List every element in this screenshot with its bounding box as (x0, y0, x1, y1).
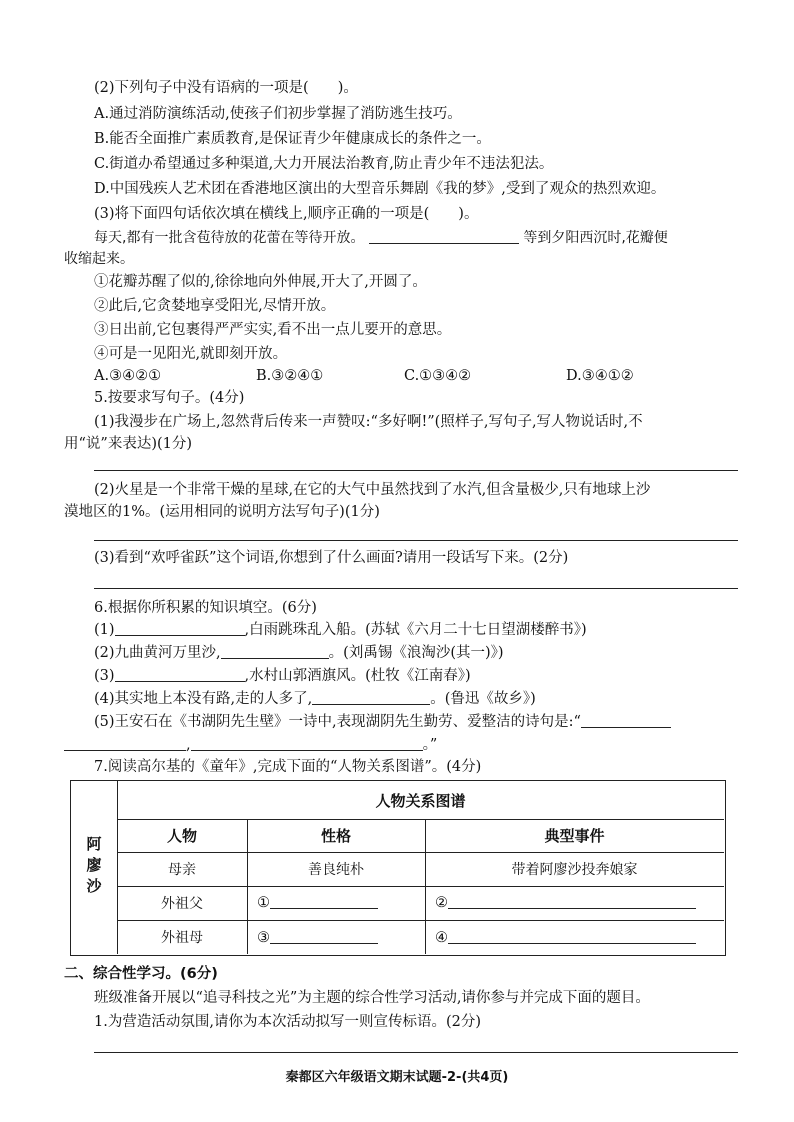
q6-2 (94, 643, 504, 663)
q4-3-passage-line2: 收缩起来。 (64, 251, 134, 267)
character-relationship-table (70, 780, 726, 956)
row3-trait-blank[interactable] (270, 929, 378, 944)
row2-trait-marker: ① (257, 895, 270, 911)
q5-title: 5.按要求写句子。(4分) (94, 390, 245, 406)
q4-3-option-b: B.③②④① (256, 368, 324, 384)
page-footer: 秦都区六年级语文期末试题-2-(共4页) (285, 1070, 509, 1085)
row3-trait-cell (257, 929, 417, 951)
q4-3-passage-line1 (94, 228, 668, 248)
section2-q1: 1.为营造活动氛围,请你为本次活动拟写一则宣传标语。(2分) (94, 1014, 481, 1030)
row3-person: 外祖母 (161, 930, 203, 946)
q4-3-option-c: C.①③④② (404, 368, 472, 384)
row2-person: 外祖父 (161, 896, 203, 912)
q6-3 (94, 666, 471, 686)
sentence-2: ②此后,它贪婪地享受阳光,尽情开放。 (94, 298, 336, 314)
q6-2-suffix: 。(刘禹锡《浪淘沙(其一)》) (328, 645, 504, 661)
row1-event: 带着阿廖沙投奔娘家 (511, 862, 638, 878)
q6-title: 6.根据你所积累的知识填空。(6分) (94, 600, 317, 616)
q5-2-line1: (2)火星是一个非常干燥的星球,在它的大气中虽然找到了水汽,但含量极少,只有地球上沙 (94, 482, 651, 498)
q4-2-option-d: D.中国残疾人艺术团在香港地区演出的大型音乐舞剧《我的梦》,受到了观众的热烈欢迎。 (94, 181, 666, 197)
q4-3-option-a: A.③④②① (94, 368, 162, 384)
q6-5-line2 (64, 735, 437, 755)
row1-person: 母亲 (168, 862, 196, 878)
q6-3-suffix: ,水村山郭酒旗风。(杜牧《江南春》) (244, 668, 471, 684)
q6-5-blank-b[interactable] (64, 736, 186, 751)
q6-1-suffix: ,白雨跳珠乱入船。(苏轼《六月二十七日望湖楼醉书》) (244, 622, 587, 638)
table-title: 人物关系图谱 (375, 791, 466, 810)
q5-2-answer-line[interactable] (94, 540, 738, 541)
q6-5-end: 。” (422, 737, 438, 753)
q6-5-prompt: (5)王安石在《书湖阴先生壁》一诗中,表现湖阴先生勤劳、爱整洁的诗句是:“ (94, 714, 581, 730)
row3-trait-marker: ③ (257, 930, 270, 946)
sentence-4: ④可是一见阳光,就即刻开放。 (94, 346, 288, 362)
q6-4 (94, 689, 536, 709)
q6-1-prefix: (1) (94, 622, 115, 638)
q6-4-blank[interactable] (312, 690, 430, 705)
q4-2-option-a: A.通过消防演练活动,使孩子们初步掌握了消防逃生技巧。 (94, 106, 462, 122)
section2-intro: 班级准备开展以“追寻科技之光”为主题的综合性学习活动,请你参与并完成下面的题目。 (94, 990, 650, 1006)
row3-event-marker: ④ (435, 930, 448, 946)
q4-2-option-b: B.能否全面推广素质教育,是保证青少年健康成长的条件之一。 (94, 131, 491, 147)
row2-trait-blank[interactable] (270, 894, 378, 909)
q6-3-prefix: (3) (94, 668, 115, 684)
q4-2-stem: (2)下列句子中没有语病的一项是( )。 (94, 80, 358, 96)
q6-2-prefix: (2)九曲黄河万里沙, (94, 645, 221, 661)
header-trait: 性格 (320, 827, 351, 845)
q6-5-blank-c[interactable] (191, 736, 423, 751)
q6-1 (94, 620, 587, 640)
q6-1-blank[interactable] (115, 621, 245, 636)
q6-4-prefix: (4)其实地上本没有路,走的人多了, (94, 691, 313, 707)
header-event: 典型事件 (544, 827, 605, 845)
q6-5-line1 (94, 712, 671, 732)
row2-event-marker: ② (435, 895, 448, 911)
table-side-label: 阿廖沙 (84, 836, 103, 899)
q4-3-option-d: D.③④①② (566, 368, 634, 384)
passage-after: 等到夕阳西沉时,花瓣便 (523, 230, 668, 246)
table-side-label-cell (71, 781, 117, 954)
q6-5-comma: , (186, 737, 191, 753)
row3-event-blank[interactable] (448, 929, 696, 944)
passage-blank[interactable] (369, 229, 519, 244)
passage-before: 每天,都有一批含苞待放的花蕾在等待开放。 (94, 230, 365, 246)
q5-3-answer-line[interactable] (94, 588, 738, 589)
q6-5-blank-a[interactable] (581, 713, 671, 728)
row3-event-cell (435, 929, 721, 951)
q6-3-blank[interactable] (115, 667, 245, 682)
q5-1-line2: 用“说”来表达)(1分) (64, 436, 193, 452)
q5-2-line2: 漠地区的1%。(运用相同的说明方法写句子)(1分) (64, 504, 380, 520)
q4-2-option-c: C.街道办希望通过多种渠道,大力开展法治教育,防止青少年不违法犯法。 (94, 156, 554, 172)
q6-4-suffix: 。(鲁迅《故乡》) (430, 691, 536, 707)
row1-trait: 善良纯朴 (308, 862, 364, 878)
q4-3-stem: (3)将下面四句话依次填在横线上,顺序正确的一项是( )。 (94, 206, 479, 222)
row2-trait-cell (257, 894, 417, 916)
q5-1-answer-line[interactable] (94, 470, 738, 471)
header-person: 人物 (166, 827, 197, 845)
sentence-3: ③日出前,它包裹得严严实实,看不出一点儿要开的意思。 (94, 322, 452, 338)
row2-event-blank[interactable] (448, 894, 696, 909)
row2-event-cell (435, 894, 721, 916)
section2-q1-answer-line[interactable] (94, 1052, 738, 1053)
section2-title: 二、综合性学习。(6分) (64, 966, 218, 982)
q6-2-blank[interactable] (221, 644, 329, 659)
sentence-1: ①花瓣苏醒了似的,徐徐地向外伸展,开大了,开圆了。 (94, 274, 427, 290)
q5-1-line1: (1)我漫步在广场上,忽然背后传来一声赞叹:“多好啊!”(照样子,写句子,写人物说话时,不 (94, 414, 643, 430)
q5-3-prompt: (3)看到“欢呼雀跃”这个词语,你想到了什么画面?请用一段话写下来。(2分) (94, 550, 569, 566)
q7-title: 7.阅读高尔基的《童年》,完成下面的“人物关系图谱”。(4分) (94, 759, 482, 775)
